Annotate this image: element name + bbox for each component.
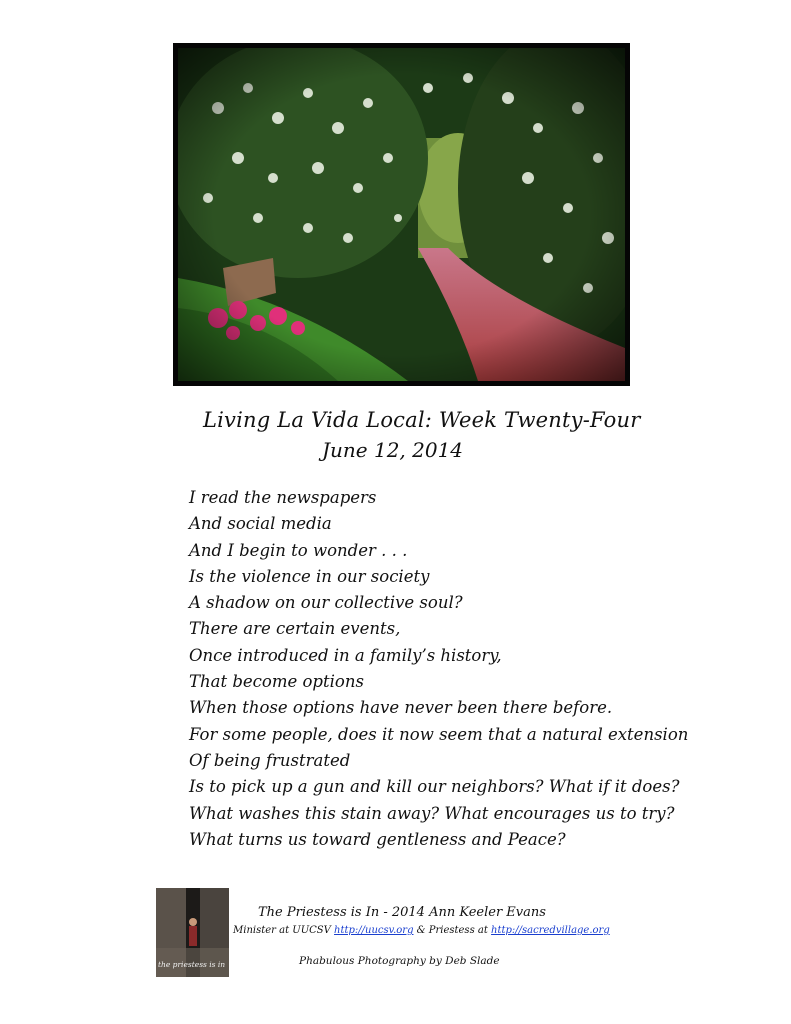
sacredvillage-link[interactable]: http://sacredvillage.org [491, 925, 610, 936]
thumbnail-caption: the priestess is in [158, 960, 226, 969]
garden-photo [173, 43, 630, 386]
poem-line: And social media [189, 514, 332, 534]
poem-line: That become options [189, 672, 364, 692]
garden-path-image [178, 48, 625, 381]
page-title: Living La Vida Local: Week Twenty-Four [203, 408, 641, 432]
page-date: June 12, 2014 [322, 438, 464, 462]
minister-prefix: Minister at UUCSV [233, 925, 335, 936]
poem-line: And I begin to wonder . . . [189, 540, 408, 560]
poem-line: A shadow on our collective soul? [189, 593, 463, 613]
poem-line: Is the violence in our society [189, 566, 430, 586]
poem-line: Once introduced in a family’s history, [189, 645, 502, 665]
poem-line: Of being frustrated [189, 750, 351, 770]
poem [189, 485, 688, 853]
minister-line [233, 925, 610, 936]
priestess-mid: & Priestess at [413, 925, 492, 936]
poem-line: When those options have never been there before. [189, 698, 613, 718]
poem-line: For some people, does it now seem that a natural extension [189, 724, 689, 744]
poem-line: What turns us toward gentleness and Peace? [189, 829, 566, 849]
photography-credit: Phabulous Photography by Deb Slade [299, 955, 500, 967]
poem-line: I read the newspapers [189, 488, 377, 507]
author-credit: The Priestess is In - 2014 Ann Keeler Evans [258, 905, 546, 920]
uucsv-link[interactable]: http://uucsv.org [334, 925, 414, 936]
poem-line: There are certain events, [189, 619, 401, 639]
poem-line: What washes this stain away? What encourages us to try? [189, 803, 675, 823]
priestess-thumbnail [156, 888, 229, 977]
poem-line: Is to pick up a gun and kill our neighbors? What if it does? [189, 777, 680, 797]
